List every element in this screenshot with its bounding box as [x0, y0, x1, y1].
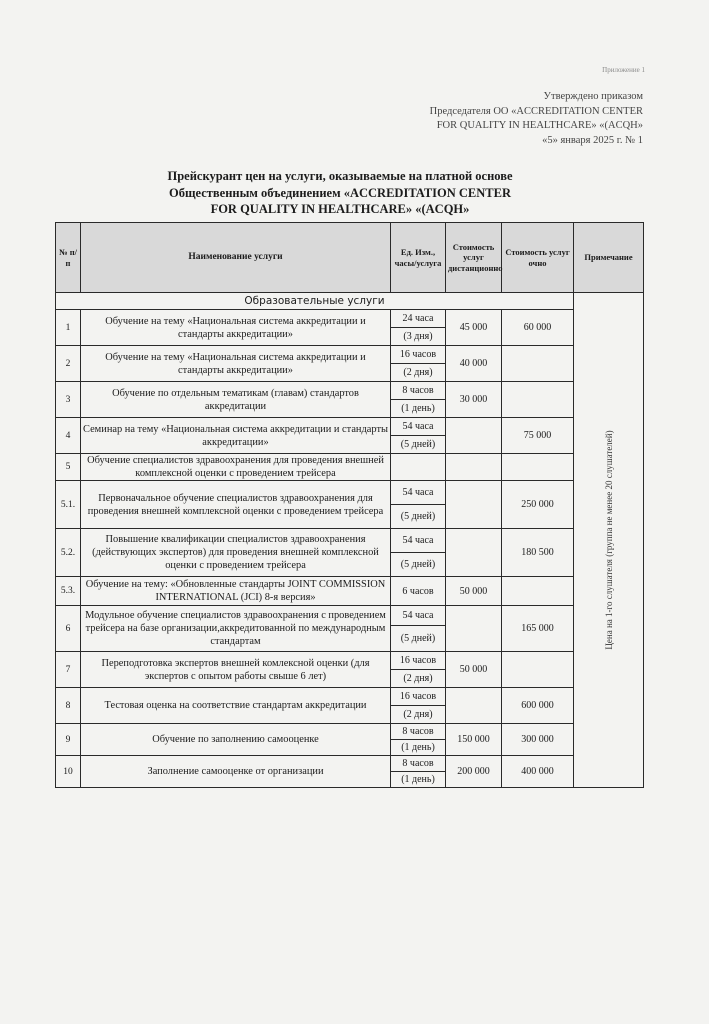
inperson-price [502, 577, 574, 606]
row-number: 4 [56, 418, 81, 454]
distance-price: 40 000 [446, 346, 502, 382]
unit-days: (5 дней) [391, 505, 446, 529]
table-row [56, 756, 644, 772]
approval-block [303, 90, 643, 148]
approval-line: Утверждено приказом [543, 91, 643, 102]
unit-hours: 8 часов [391, 756, 446, 772]
distance-price: 50 000 [446, 577, 502, 606]
header-name: Наименование услуги [81, 223, 391, 293]
inperson-price: 165 000 [502, 606, 574, 652]
inperson-price: 600 000 [502, 688, 574, 724]
table-header-row [56, 223, 644, 293]
service-name: Обучение по заполнению самооценке [81, 724, 391, 756]
service-name: Первоначальное обучение специалистов здравоохранения для проведения внешней комплексной оценки с проведением трейсера [81, 481, 391, 529]
unit-hours [391, 454, 446, 481]
unit-days: (2 дня) [391, 706, 446, 724]
distance-price: 150 000 [446, 724, 502, 756]
header-inperson-price: Стоимость услуг очно [502, 223, 574, 293]
inperson-price [502, 346, 574, 382]
row-number: 5.3. [56, 577, 81, 606]
title-line: Прейскурант цен на услуги, оказываемые на платной основе [167, 169, 513, 183]
inperson-price: 75 000 [502, 418, 574, 454]
unit-hours: 8 часов [391, 382, 446, 400]
inperson-price: 250 000 [502, 481, 574, 529]
appendix-label: Приложение 1 [602, 66, 645, 74]
header-unit: Ед. Изм., часы/услуга [391, 223, 446, 293]
price-table [55, 222, 644, 788]
unit-days: (2 дня) [391, 670, 446, 688]
distance-price [446, 418, 502, 454]
table-row [56, 529, 644, 553]
unit-hours: 54 часа [391, 481, 446, 505]
distance-price: 45 000 [446, 310, 502, 346]
table-row [56, 382, 644, 400]
unit-days: (3 дня) [391, 328, 446, 346]
unit-days: (5 дней) [391, 553, 446, 577]
inperson-price [502, 652, 574, 688]
service-name: Обучение на тему «Национальная система аккредитации и стандарты аккредитации» [81, 346, 391, 382]
inperson-price: 180 500 [502, 529, 574, 577]
approval-line: «5» января 2025 г. № 1 [542, 134, 643, 146]
header-num: № п/п [56, 223, 81, 293]
distance-price [446, 529, 502, 577]
inperson-price [502, 454, 574, 481]
service-name: Обучение по отдельным тематикам (главам) стандартов аккредитации [81, 382, 391, 418]
row-number: 7 [56, 652, 81, 688]
header-note: Примечание [574, 223, 644, 293]
distance-price [446, 454, 502, 481]
service-name: Переподготовка экспертов внешней комлексной оценки (для экспертов с опытом работы свыше 6 лет) [81, 652, 391, 688]
table-row [56, 454, 644, 481]
document-title [100, 168, 580, 218]
row-number: 5.2. [56, 529, 81, 577]
table-row [56, 606, 644, 626]
inperson-price: 400 000 [502, 756, 574, 788]
title-line: Общественным объединением «ACCREDITATION CENTER [168, 185, 511, 200]
service-name: Тестовая оценка на соответствие стандартам аккредитации [81, 688, 391, 724]
service-name: Модульное обучение специалистов здравоохранения с проведением трейсера на базе организации,аккредитованной по международным стандартам [81, 606, 391, 652]
approval-line: FOR QUALITY IN HEALTHCARE» «(ACQH» [436, 120, 643, 131]
unit-hours: 24 часа [391, 310, 446, 328]
service-name: Обучение специалистов здравоохранения для проведения внешней комплексной оценки с проведением трейсера [81, 454, 391, 481]
section-title: Образовательные услуги [56, 293, 574, 310]
unit-hours: 16 часов [391, 652, 446, 670]
distance-price [446, 481, 502, 529]
row-number: 8 [56, 688, 81, 724]
inperson-price [502, 382, 574, 418]
inperson-price: 300 000 [502, 724, 574, 756]
row-number: 3 [56, 382, 81, 418]
unit-hours: 16 часов [391, 346, 446, 364]
unit-hours: 16 часов [391, 688, 446, 706]
unit-days: (2 дня) [391, 364, 446, 382]
distance-price: 200 000 [446, 756, 502, 788]
inperson-price: 60 000 [502, 310, 574, 346]
table-row [56, 577, 644, 606]
unit-days: (5 дней) [391, 436, 446, 454]
table-row [56, 418, 644, 436]
unit-hours: 8 часов [391, 724, 446, 740]
title-line: FOR QUALITY IN HEALTHCARE» «(ACQH» [210, 202, 470, 216]
table-row [56, 688, 644, 706]
row-number: 1 [56, 310, 81, 346]
header-distance-price: Стоимость услуг дистанционно [446, 223, 502, 293]
row-number: 9 [56, 724, 81, 756]
row-number: 10 [56, 756, 81, 788]
row-number: 2 [56, 346, 81, 382]
table-row [56, 724, 644, 740]
service-name: Семинар на тему «Национальная система аккредитации и стандарты аккредитации» [81, 418, 391, 454]
service-name: Обучение на тему «Национальная система аккредитации и стандарты аккредитации» [81, 310, 391, 346]
note-vertical-text: Цена на 1-го слушателя (группа не менее 20 слушателей) [603, 430, 614, 650]
unit-hours: 54 часа [391, 529, 446, 553]
service-name: Обучение на тему: «Обновленные стандарты JOINT COMMISSION INTERNATIONAL (JCI) 8-я версия» [81, 577, 391, 606]
table-row [56, 346, 644, 364]
service-name: Повышение квалификации специалистов здравоохранения (действующих экспертов) для проведения внешней комплексной оценки с проведением трейсера [81, 529, 391, 577]
distance-price [446, 688, 502, 724]
row-number: 6 [56, 606, 81, 652]
table-row [56, 652, 644, 670]
note-cell [574, 293, 644, 788]
unit-days: (5 дней) [391, 626, 446, 652]
distance-price: 50 000 [446, 652, 502, 688]
table-row [56, 310, 644, 328]
unit-hours: 54 часа [391, 418, 446, 436]
unit-hours: 54 часа [391, 606, 446, 626]
table-row [56, 481, 644, 505]
unit-hours: 6 часов [391, 577, 446, 606]
approval-line: Председателя ОО «ACCREDITATION CENTER [429, 105, 643, 117]
unit-days: (1 день) [391, 772, 446, 788]
service-name: Заполнение самооценке от организации [81, 756, 391, 788]
row-number: 5.1. [56, 481, 81, 529]
distance-price [446, 606, 502, 652]
row-number: 5 [56, 454, 81, 481]
section-row [56, 293, 644, 310]
distance-price: 30 000 [446, 382, 502, 418]
unit-days: (1 день) [391, 740, 446, 756]
unit-days: (1 день) [391, 400, 446, 418]
